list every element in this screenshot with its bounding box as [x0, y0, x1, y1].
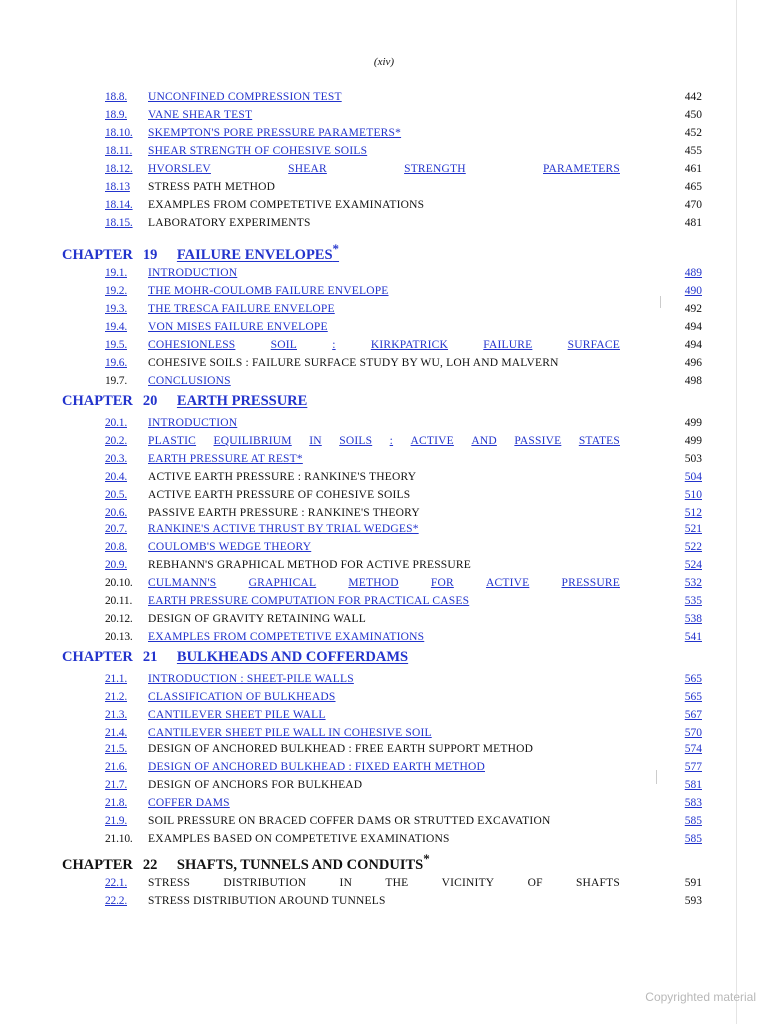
section-title: STRESS PATH METHOD	[148, 181, 276, 193]
page-reference[interactable]: 541	[684, 631, 702, 643]
page-reference[interactable]: 565	[684, 691, 702, 703]
title-word: METHOD	[348, 577, 399, 589]
chapter-heading[interactable]	[62, 649, 408, 671]
chapter-heading[interactable]	[62, 393, 307, 415]
page-reference: 461	[684, 163, 702, 175]
chapter-star: *	[332, 241, 340, 256]
section-title[interactable]: COULOMB'S WEDGE THEORY	[148, 541, 312, 553]
page-reference[interactable]: 490	[684, 285, 702, 297]
watermark: Copyrighted material	[645, 990, 756, 1004]
section-title: DESIGN OF GRAVITY RETAINING WALL	[148, 613, 367, 625]
toc-entry	[0, 91, 768, 109]
section-title[interactable]: SHEAR STRENGTH OF COHESIVE SOILS	[148, 145, 368, 157]
page-reference: 481	[684, 217, 702, 229]
title-word: KIRKPATRICK	[370, 339, 449, 351]
toc-entry	[0, 577, 768, 595]
section-number[interactable]: 19.4.	[105, 321, 128, 333]
title-word: DISTRIBUTION	[223, 877, 307, 889]
section-number[interactable]: 20.2.	[105, 435, 128, 447]
toc-entry	[0, 303, 768, 321]
section-number[interactable]: 22.1.	[105, 877, 128, 889]
section-title[interactable]: SKEMPTON'S PORE PRESSURE PARAMETERS*	[148, 127, 402, 139]
section-title: EXAMPLES FROM COMPETETIVE EXAMINATIONS	[148, 199, 425, 211]
chapter-number: 19	[142, 246, 158, 263]
page-reference: 492	[684, 303, 702, 315]
section-title: ACTIVE EARTH PRESSURE : RANKINE'S THEORY	[148, 471, 417, 483]
toc-entry	[0, 145, 768, 163]
section-number[interactable]: 21.2.	[105, 691, 128, 703]
toc-entry	[0, 541, 768, 559]
toc-entry	[0, 375, 768, 393]
title-word: EQUILIBRIUM	[213, 435, 292, 447]
section-title[interactable]: COFFER DAMS	[148, 797, 230, 809]
title-word: CULMANN'S	[148, 577, 217, 589]
section-number[interactable]: 19.2.	[105, 285, 128, 297]
page-reference[interactable]: 510	[684, 489, 702, 501]
chapter-heading[interactable]	[62, 241, 339, 263]
title-word: PASSIVE	[514, 435, 562, 447]
page-reference: 499	[684, 435, 702, 447]
title-word: SURFACE	[567, 339, 620, 351]
title-word: SHAFTS	[575, 877, 620, 889]
section-number[interactable]: 19.5.	[105, 339, 128, 351]
page-number: (xiv)	[373, 56, 395, 68]
section-number[interactable]: 18.15.	[105, 217, 133, 229]
toc-entry	[0, 895, 768, 913]
toc-entry	[0, 779, 768, 797]
title-word: SOILS	[339, 435, 373, 447]
chapter-title: SHAFTS, TUNNELS AND CONDUITS*	[176, 851, 430, 873]
toc-entry	[0, 163, 768, 181]
page-reference: 465	[684, 181, 702, 193]
section-title: DESIGN OF ANCHORED BULKHEAD : FREE EARTH SUPPORT METHOD	[148, 743, 534, 755]
section-number[interactable]: 22.2.	[105, 895, 128, 907]
page-reference: 452	[684, 127, 702, 139]
page-reference: 591	[684, 877, 702, 889]
chapter-title[interactable]: FAILURE ENVELOPES*	[176, 241, 340, 263]
toc-entry	[0, 833, 768, 851]
title-word: STRESS	[148, 877, 191, 889]
title-word: ACTIVE	[410, 435, 454, 447]
section-number[interactable]: 18.11.	[105, 145, 133, 157]
toc-entry	[0, 109, 768, 127]
section-title[interactable]: CANTILEVER SHEET PILE WALL	[148, 709, 326, 721]
page-reference[interactable]: 489	[684, 267, 702, 279]
section-title	[148, 877, 620, 889]
section-number[interactable]: 20.4.	[105, 471, 128, 483]
toc-entry	[0, 673, 768, 691]
chapter-title[interactable]: BULKHEADS AND COFFERDAMS	[176, 649, 409, 665]
page-reference[interactable]: 522	[684, 541, 702, 553]
page-reference: 498	[684, 375, 702, 387]
title-word: STATES	[578, 435, 620, 447]
section-title[interactable]: CANTILEVER SHEET PILE WALL IN COHESIVE SOIL	[148, 727, 432, 739]
title-word: IN	[309, 435, 322, 447]
section-number[interactable]: 18.13	[105, 181, 130, 193]
section-title[interactable]: INTRODUCTION : SHEET-PILE WALLS	[148, 673, 354, 685]
title-word: ACTIVE	[485, 577, 530, 589]
page-reference[interactable]: 570	[684, 727, 702, 739]
title-word: THE	[385, 877, 409, 889]
toc-entry	[0, 285, 768, 303]
section-number[interactable]: 18.8.	[105, 91, 128, 103]
section-number[interactable]: 20.7.	[105, 523, 128, 535]
page-reference[interactable]: 574	[684, 743, 702, 755]
section-number[interactable]: 21.6.	[105, 761, 128, 773]
section-number[interactable]: 19.1.	[105, 267, 128, 279]
title-word: FOR	[430, 577, 454, 589]
title-word: OF	[527, 877, 543, 889]
section-number[interactable]: 21.1.	[105, 673, 128, 685]
section-title: EXAMPLES BASED ON COMPETETIVE EXAMINATIONS	[148, 833, 450, 845]
page-reference: 494	[684, 339, 702, 351]
page-reference: 442	[684, 91, 702, 103]
toc-entry	[0, 631, 768, 649]
page-reference[interactable]: 532	[684, 577, 702, 589]
section-title: STRESS DISTRIBUTION AROUND TUNNELS	[148, 895, 386, 907]
chapter-label: CHAPTER	[62, 649, 133, 665]
section-title: COHESIVE SOILS : FAILURE SURFACE STUDY BY WU, LOH AND MALVERN	[148, 357, 559, 369]
section-title[interactable]: EARTH PRESSURE COMPUTATION FOR PRACTICAL CASES	[148, 595, 470, 607]
title-word: SHEAR	[288, 163, 327, 175]
chapter-title[interactable]: EARTH PRESSURE	[176, 393, 308, 409]
section-number[interactable]: 20.5.	[105, 489, 128, 501]
chapter-star: *	[423, 851, 430, 866]
toc-entry	[0, 523, 768, 541]
chapter-number: 22	[142, 856, 158, 873]
page-reference[interactable]: 504	[684, 471, 702, 483]
toc-entry	[0, 797, 768, 815]
section-title[interactable]: CONCLUSIONS	[148, 375, 231, 387]
section-number: 20.10.	[105, 577, 133, 589]
page-reference[interactable]: 538	[684, 613, 702, 625]
section-number: 20.11.	[105, 595, 133, 607]
title-word: PRESSURE	[561, 577, 620, 589]
chapter-label: CHAPTER	[62, 856, 133, 873]
section-title: DESIGN OF ANCHORS FOR BULKHEAD	[148, 779, 363, 791]
section-title[interactable]: INTRODUCTION	[148, 267, 238, 279]
page-reference[interactable]: 565	[684, 673, 702, 685]
section-title[interactable]	[148, 577, 620, 589]
section-number[interactable]: 20.1.	[105, 417, 128, 429]
section-number[interactable]: 21.7.	[105, 779, 128, 791]
section-title[interactable]: EARTH PRESSURE AT REST*	[148, 453, 303, 465]
page-reference[interactable]: 535	[684, 595, 702, 607]
page-reference: 496	[684, 357, 702, 369]
page-reference[interactable]: 585	[684, 833, 702, 845]
chapter-number: 21	[142, 649, 158, 665]
chapter-heading	[62, 851, 430, 873]
title-word: HVORSLEV	[148, 163, 211, 175]
page-reference[interactable]: 581	[684, 779, 702, 791]
page-reference: 593	[684, 895, 702, 907]
section-title[interactable]: EXAMPLES FROM COMPETETIVE EXAMINATIONS	[148, 631, 425, 643]
toc-entry	[0, 357, 768, 375]
page-reference[interactable]: 521	[684, 523, 702, 535]
section-number[interactable]: 18.14.	[105, 199, 133, 211]
toc-entry	[0, 217, 768, 235]
title-word: IN	[339, 877, 353, 889]
title-word: PLASTIC	[148, 435, 197, 447]
section-number[interactable]: 20.6.	[105, 507, 128, 519]
toc-entry	[0, 877, 768, 895]
page-reference[interactable]: 567	[684, 709, 702, 721]
toc-entry	[0, 471, 768, 489]
section-title[interactable]	[148, 339, 620, 351]
page-reference: 455	[684, 145, 702, 157]
section-number[interactable]: 20.9.	[105, 559, 128, 571]
toc-entry	[0, 339, 768, 357]
toc-entry	[0, 267, 768, 285]
section-title[interactable]: VANE SHEAR TEST	[148, 109, 253, 121]
toc-entry	[0, 321, 768, 339]
toc-entry	[0, 613, 768, 631]
title-word: :	[332, 339, 336, 351]
toc-entry	[0, 489, 768, 507]
toc-entry	[0, 815, 768, 833]
section-number[interactable]: 19.3.	[105, 303, 128, 315]
section-title[interactable]: UNCONFINED COMPRESSION TEST	[148, 91, 342, 103]
title-word: COHESIONLESS	[148, 339, 236, 351]
section-number[interactable]: 19.6.	[105, 357, 128, 369]
title-word: SOIL	[270, 339, 297, 351]
section-number[interactable]: 18.9.	[105, 109, 128, 121]
page-reference[interactable]: 585	[684, 815, 702, 827]
section-number[interactable]: 21.3.	[105, 709, 128, 721]
toc-entry	[0, 559, 768, 577]
title-word: FAILURE	[483, 339, 533, 351]
page-reference[interactable]: 512	[684, 507, 702, 519]
chapter-label: CHAPTER	[62, 246, 133, 263]
toc-entry	[0, 199, 768, 217]
section-number[interactable]: 20.3.	[105, 453, 128, 465]
section-title[interactable]: INTRODUCTION	[148, 417, 238, 429]
toc-entry	[0, 691, 768, 709]
section-number: 19.7.	[105, 375, 128, 387]
title-word: STRENGTH	[404, 163, 466, 175]
page-reference: 450	[684, 109, 702, 121]
section-title[interactable]: DESIGN OF ANCHORED BULKHEAD : FIXED EARTH METHOD	[148, 761, 485, 773]
page-reference[interactable]: 583	[684, 797, 702, 809]
section-number[interactable]: 20.8.	[105, 541, 128, 553]
title-word: GRAPHICAL	[248, 577, 317, 589]
toc-entry	[0, 761, 768, 779]
section-title[interactable]: CLASSIFICATION OF BULKHEADS	[148, 691, 336, 703]
section-number: 21.10.	[105, 833, 133, 845]
page-reference: 470	[684, 199, 702, 211]
toc-entry	[0, 127, 768, 145]
title-word: PARAMETERS	[543, 163, 620, 175]
section-title: SOIL PRESSURE ON BRACED COFFER DAMS OR STRUTTED EXCAVATION	[148, 815, 551, 827]
title-word: VICINITY	[441, 877, 495, 889]
toc-entry	[0, 453, 768, 471]
chapter-label: CHAPTER	[62, 393, 133, 409]
section-title[interactable]	[148, 435, 620, 447]
section-title[interactable]: VON MISES FAILURE ENVELOPE	[148, 321, 328, 333]
toc-entry	[0, 181, 768, 199]
section-title: PASSIVE EARTH PRESSURE : RANKINE'S THEORY	[148, 507, 420, 519]
section-number[interactable]: 21.5.	[105, 743, 128, 755]
title-word: :	[389, 435, 394, 447]
page-reference: 499	[684, 417, 702, 429]
section-title: REBHANN'S GRAPHICAL METHOD FOR ACTIVE PRESSURE	[148, 559, 471, 571]
title-word: AND	[471, 435, 497, 447]
page-reference: 503	[684, 453, 702, 465]
toc-entry	[0, 435, 768, 453]
section-number: 20.12.	[105, 613, 133, 625]
section-number[interactable]: 18.12.	[105, 163, 133, 175]
page-reference[interactable]: 577	[684, 761, 702, 773]
page-reference[interactable]: 524	[684, 559, 702, 571]
toc-entry	[0, 417, 768, 435]
section-title: ACTIVE EARTH PRESSURE OF COHESIVE SOILS	[148, 489, 411, 501]
section-number[interactable]: 18.10.	[105, 127, 133, 139]
section-title: LABORATORY EXPERIMENTS	[148, 217, 311, 229]
section-number[interactable]: 21.4.	[105, 727, 128, 739]
section-title[interactable]: THE MOHR-COULOMB FAILURE ENVELOPE	[148, 285, 389, 297]
toc-entry	[0, 743, 768, 761]
section-title[interactable]	[148, 163, 620, 175]
section-number[interactable]: 21.8.	[105, 797, 128, 809]
section-title[interactable]: RANKINE'S ACTIVE THRUST BY TRIAL WEDGES*	[148, 523, 419, 535]
toc-entry	[0, 709, 768, 727]
chapter-number: 20	[142, 393, 158, 409]
section-number[interactable]: 21.9.	[105, 815, 128, 827]
section-number: 20.13.	[105, 631, 133, 643]
page-reference: 494	[684, 321, 702, 333]
section-title[interactable]: THE TRESCA FAILURE ENVELOPE	[148, 303, 335, 315]
toc-entry	[0, 595, 768, 613]
